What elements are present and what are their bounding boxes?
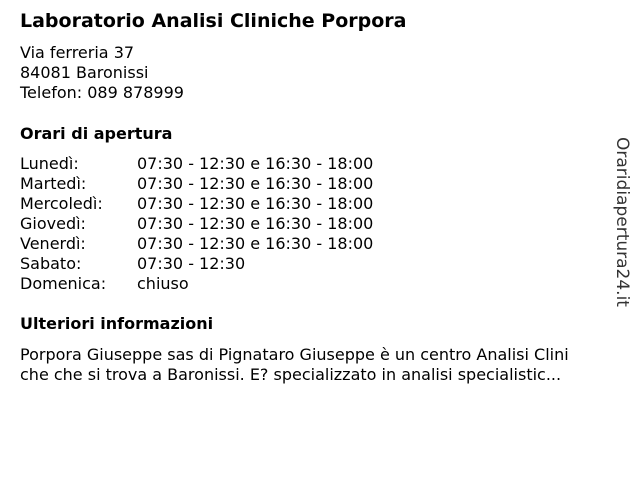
day-label: Venerdì: <box>20 234 86 253</box>
business-name: Laboratorio Analisi Cliniche Porpora <box>20 10 407 32</box>
hours-row-tuesday <box>20 174 373 194</box>
hours-row-sunday <box>20 274 373 294</box>
hours-row-thursday <box>20 214 373 234</box>
day-hours: 07:30 - 12:30 e 16:30 - 18:00 <box>137 234 374 253</box>
hours-row-monday <box>20 154 373 174</box>
street-address: Via ferreria 37 <box>20 43 135 62</box>
day-label: Martedì: <box>20 174 87 193</box>
day-hours: 07:30 - 12:30 <box>137 254 246 273</box>
day-hours: 07:30 - 12:30 e 16:30 - 18:00 <box>137 154 374 173</box>
day-label: Sabato: <box>20 254 82 273</box>
day-hours: 07:30 - 12:30 e 16:30 - 18:00 <box>137 174 374 193</box>
day-label: Lunedì: <box>20 154 79 173</box>
hours-row-saturday <box>20 254 373 274</box>
business-description: Porpora Giuseppe sas di Pignataro Giuseppe è un centro Analisi Clini che che si trova a Baronissi. E? specializzato in analisi specialistic... <box>20 345 569 384</box>
day-label: Giovedì: <box>20 214 86 233</box>
more-info-heading: Ulteriori informazioni <box>20 314 214 333</box>
address-block <box>20 43 184 103</box>
city-postal-code: 84081 Baronissi <box>20 63 149 82</box>
hours-row-friday <box>20 234 373 254</box>
opening-hours-heading: Orari di apertura <box>20 124 173 143</box>
hours-row-wednesday <box>20 194 373 214</box>
day-label: Mercoledì: <box>20 194 103 213</box>
watermark-text: Oraridiapertura24.it <box>612 137 632 307</box>
day-hours: chiuso <box>137 274 189 293</box>
day-hours: 07:30 - 12:30 e 16:30 - 18:00 <box>137 214 374 233</box>
opening-hours-list <box>20 154 373 294</box>
phone-number: Telefon: 089 878999 <box>20 83 184 102</box>
day-hours: 07:30 - 12:30 e 16:30 - 18:00 <box>137 194 374 213</box>
day-label: Domenica: <box>20 274 107 293</box>
